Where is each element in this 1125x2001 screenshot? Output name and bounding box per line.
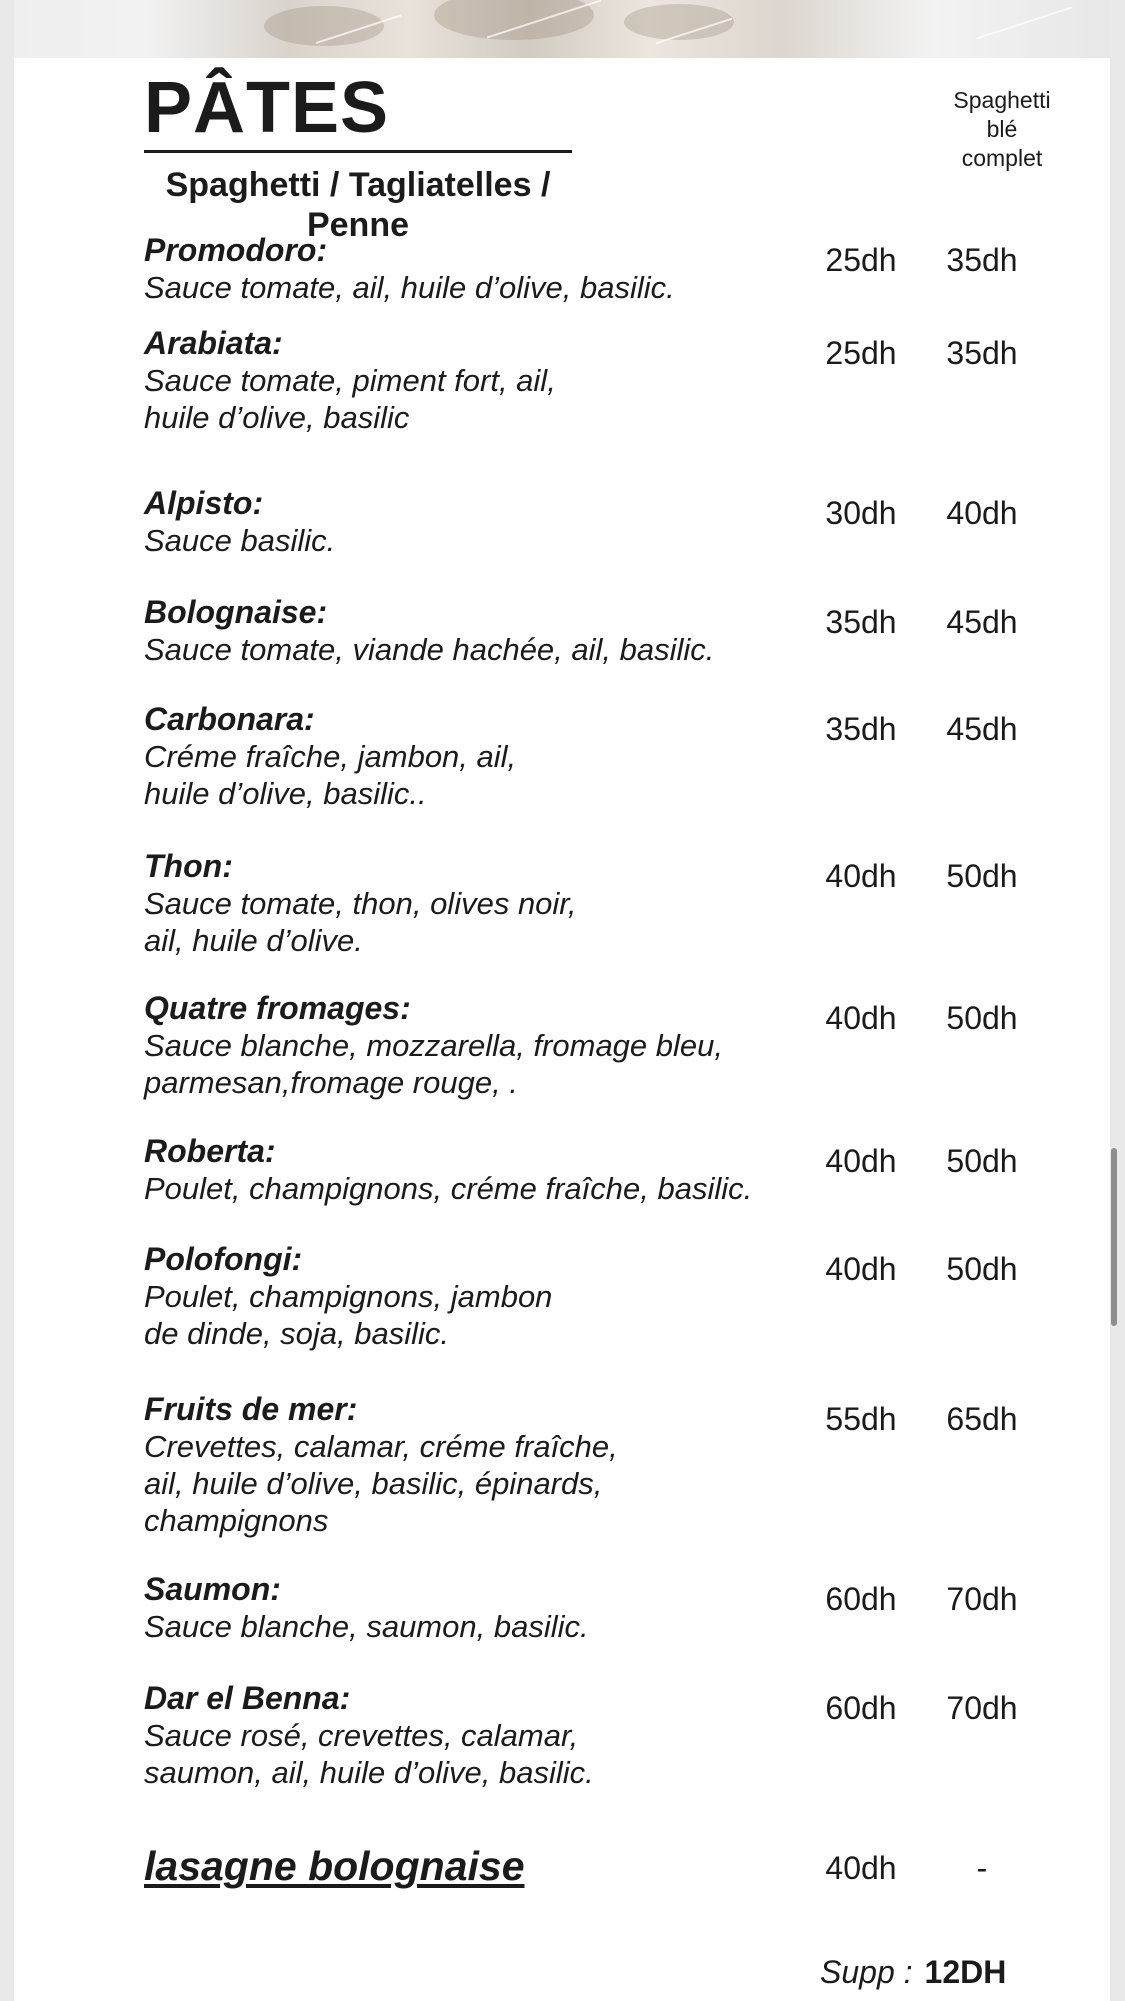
- supplement-value: 12DH: [924, 1954, 1007, 1990]
- item-price: 40dh: [825, 1251, 897, 1287]
- menu-item: [144, 1241, 1064, 1352]
- item-price-whole-wheat: 50dh: [946, 1143, 1018, 1179]
- item-price-whole-wheat: 35dh: [946, 335, 1018, 371]
- item-description: Poulet, champignons, jambon de dinde, soja, basilic.: [144, 1279, 553, 1351]
- lasagne-item: [144, 1840, 1064, 1892]
- item-name: Thon:: [144, 848, 233, 884]
- item-price: 60dh: [825, 1581, 897, 1617]
- menu-page: [14, 0, 1110, 2001]
- menu-item: [144, 848, 1064, 959]
- item-price-whole-wheat: 50dh: [946, 858, 1018, 894]
- item-price: 25dh: [825, 335, 897, 371]
- item-description: Poulet, champignons, créme fraîche, basilic.: [144, 1171, 753, 1206]
- item-name: Roberta:: [144, 1133, 276, 1169]
- menu-item: [144, 485, 1064, 559]
- item-price-whole-wheat: 35dh: [946, 242, 1018, 278]
- item-price: 35dh: [825, 711, 897, 747]
- item-price-whole-wheat: 65dh: [946, 1401, 1018, 1437]
- item-description: Créme fraîche, jambon, ail, huile d’olive, basilic..: [144, 739, 517, 811]
- menu-item: [144, 1391, 1064, 1539]
- item-name: Quatre fromages:: [144, 990, 411, 1026]
- item-name: Dar el Benna:: [144, 1680, 351, 1716]
- item-description: Sauce tomate, thon, olives noir, ail, huile d’olive.: [144, 886, 577, 958]
- item-description: Sauce tomate, piment fort, ail, huile d’olive, basilic: [144, 363, 556, 435]
- supplement-label: Supp :: [820, 1954, 913, 1990]
- item-description: Sauce tomate, viande hachée, ail, basilic.: [144, 632, 715, 667]
- lasagne-name: lasagne bolognaise: [144, 1843, 525, 1889]
- item-price-whole-wheat: 70dh: [946, 1581, 1018, 1617]
- menu-item: [144, 1680, 1064, 1791]
- item-name: Fruits de mer:: [144, 1391, 358, 1427]
- whole-wheat-column-header: Spaghetti blé complet: [953, 87, 1051, 171]
- supplement-line: [820, 1952, 1070, 1992]
- item-name: Carbonara:: [144, 701, 315, 737]
- menu-item: [144, 990, 1064, 1101]
- item-name: Arabiata:: [144, 325, 283, 361]
- page-title: PÂTES: [144, 66, 572, 153]
- item-price: 30dh: [825, 495, 897, 531]
- menu-item: [144, 594, 1064, 668]
- lasagne-price: 40dh: [825, 1850, 897, 1886]
- item-price-whole-wheat: 45dh: [946, 604, 1018, 640]
- item-name: Polofongi:: [144, 1241, 303, 1277]
- menu-item: [144, 1133, 1064, 1207]
- lasagne-price-whole-wheat: -: [976, 1850, 988, 1886]
- item-price-whole-wheat: 50dh: [946, 1000, 1018, 1036]
- item-description: Crevettes, calamar, créme fraîche, ail, huile d’olive, basilic, épinards, champignons: [144, 1429, 618, 1538]
- item-price-whole-wheat: 70dh: [946, 1690, 1018, 1726]
- item-price: 60dh: [825, 1690, 897, 1726]
- item-price: 40dh: [825, 858, 897, 894]
- item-price: 40dh: [825, 1000, 897, 1036]
- item-price-whole-wheat: 45dh: [946, 711, 1018, 747]
- menu-item: [144, 325, 1064, 436]
- item-description: Sauce blanche, saumon, basilic.: [144, 1609, 589, 1644]
- item-name: Alpisto:: [144, 485, 264, 521]
- item-price: 55dh: [825, 1401, 897, 1437]
- menu-item: [144, 232, 1064, 306]
- item-description: Sauce tomate, ail, huile d’olive, basilic.: [144, 270, 675, 305]
- item-price-whole-wheat: 50dh: [946, 1251, 1018, 1287]
- item-name: Saumon:: [144, 1571, 281, 1607]
- menu-item: [144, 701, 1064, 812]
- item-name: Bolognaise:: [144, 594, 328, 630]
- item-price: 40dh: [825, 1143, 897, 1179]
- item-price-whole-wheat: 40dh: [946, 495, 1018, 531]
- item-description: Sauce rosé, crevettes, calamar, saumon, ail, huile d’olive, basilic.: [144, 1718, 594, 1790]
- item-description: Sauce basilic.: [144, 523, 336, 558]
- item-name: Promodoro:: [144, 232, 328, 268]
- page-subtitle: Spaghetti / Tagliatelles / Penne: [165, 166, 551, 244]
- vertical-scrollbar[interactable]: [1111, 1148, 1117, 1326]
- header-food-photo: [14, 0, 1110, 58]
- menu-item: [144, 1571, 1064, 1645]
- item-price: 25dh: [825, 242, 897, 278]
- item-description: Sauce blanche, mozzarella, fromage bleu, parmesan,fromage rouge, .: [144, 1028, 723, 1100]
- item-price: 35dh: [825, 604, 897, 640]
